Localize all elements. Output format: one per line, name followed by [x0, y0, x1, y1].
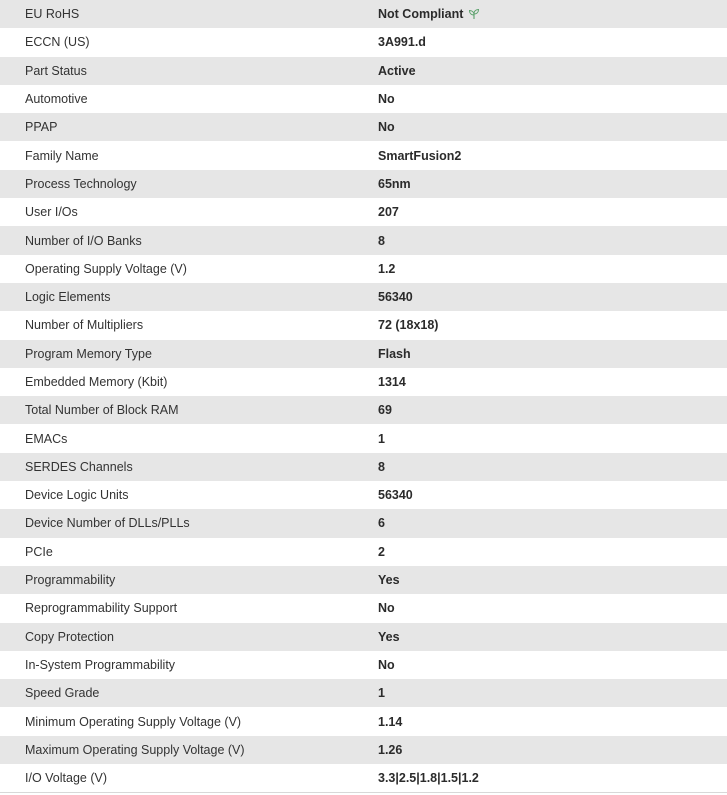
spec-value-cell [378, 198, 727, 226]
spec-value-cell [378, 57, 727, 85]
spec-label: Programmability [25, 573, 116, 588]
spec-label: User I/Os [25, 205, 78, 220]
spec-row [0, 340, 727, 368]
leaf-icon [468, 8, 480, 20]
spec-value-cell [378, 85, 727, 113]
spec-row [0, 679, 727, 707]
spec-value: 1314 [378, 375, 406, 389]
spec-value-cell [378, 113, 727, 141]
spec-value-cell [378, 764, 727, 792]
spec-value: 3.3|2.5|1.8|1.5|1.2 [378, 771, 479, 786]
spec-value: No [378, 120, 395, 135]
spec-value: No [378, 657, 395, 672]
spec-row [0, 623, 727, 651]
table-bottom-divider [0, 792, 727, 793]
spec-label: Operating Supply Voltage (V) [25, 261, 187, 276]
spec-row [0, 481, 727, 509]
spec-value-cell [378, 283, 727, 311]
spec-value: No [378, 92, 395, 107]
spec-row [0, 113, 727, 141]
spec-value-cell [378, 226, 727, 254]
spec-value-cell [378, 736, 727, 764]
spec-row [0, 538, 727, 566]
spec-value: Not Compliant [378, 7, 464, 22]
spec-value-cell [378, 509, 727, 537]
spec-label: Logic Elements [25, 290, 111, 305]
spec-value: SmartFusion2 [378, 148, 462, 163]
spec-row [0, 453, 727, 481]
spec-value: 72 (18x18) [378, 318, 439, 333]
spec-value-cell [378, 170, 727, 198]
spec-value: 1.2 [378, 261, 396, 276]
spec-label: Device Logic Units [25, 488, 129, 503]
spec-value-cell [378, 594, 727, 622]
spec-value: Yes [378, 573, 400, 588]
spec-label: EMACs [25, 431, 68, 446]
spec-row [0, 707, 727, 735]
spec-label: Copy Protection [25, 629, 114, 644]
spec-value-cell [378, 311, 727, 339]
spec-value: Flash [378, 346, 411, 361]
spec-value-cell [378, 707, 727, 735]
spec-value-cell [378, 255, 727, 283]
spec-row [0, 170, 727, 198]
spec-value-cell [378, 368, 727, 396]
spec-value-cell [378, 396, 727, 424]
spec-row [0, 226, 727, 254]
spec-value: 56340 [378, 290, 413, 305]
spec-label: Embedded Memory (Kbit) [25, 375, 168, 389]
spec-label: PPAP [25, 120, 58, 135]
spec-value: 1.26 [378, 742, 403, 757]
spec-value-cell [378, 141, 727, 169]
spec-row [0, 594, 727, 622]
spec-label: Device Number of DLLs/PLLs [25, 516, 190, 531]
spec-value-cell [378, 453, 727, 481]
spec-value: 6 [378, 516, 385, 531]
spec-row [0, 736, 727, 764]
spec-label: Program Memory Type [25, 346, 152, 361]
spec-value-cell [378, 566, 727, 594]
spec-label: Automotive [25, 92, 88, 107]
spec-value: 3A991.d [378, 35, 426, 50]
spec-label: PCIe [25, 544, 53, 559]
spec-row [0, 424, 727, 452]
spec-label: SERDES Channels [25, 459, 133, 474]
spec-row [0, 57, 727, 85]
spec-value-cell [378, 481, 727, 509]
spec-label: Total Number of Block RAM [25, 403, 179, 418]
spec-value: 1.14 [378, 714, 403, 729]
spec-row [0, 509, 727, 537]
spec-row [0, 141, 727, 169]
spec-row [0, 85, 727, 113]
spec-value-cell [378, 679, 727, 707]
spec-value-cell [378, 424, 727, 452]
spec-value-cell [378, 340, 727, 368]
spec-label: Process Technology [25, 176, 137, 191]
spec-row [0, 651, 727, 679]
spec-value-cell [378, 651, 727, 679]
spec-value: 8 [378, 233, 385, 248]
spec-value: 8 [378, 459, 385, 474]
spec-label: Number of Multipliers [25, 318, 144, 333]
spec-label: Reprogrammability Support [25, 601, 178, 616]
spec-value-cell [378, 623, 727, 651]
spec-row [0, 198, 727, 226]
spec-row [0, 311, 727, 339]
spec-label: ECCN (US) [25, 35, 90, 50]
spec-value: 1 [378, 431, 385, 446]
spec-row [0, 368, 727, 396]
spec-label: I/O Voltage (V) [25, 771, 107, 786]
spec-row [0, 283, 727, 311]
spec-value: 69 [378, 403, 392, 418]
spec-row [0, 764, 727, 792]
spec-value: 65nm [378, 176, 411, 191]
spec-value: 207 [378, 205, 399, 220]
spec-value: No [378, 601, 395, 616]
spec-value-cell [378, 538, 727, 566]
spec-value: 56340 [378, 488, 413, 503]
spec-row [0, 396, 727, 424]
spec-label: Speed Grade [25, 686, 100, 701]
spec-label: Number of I/O Banks [25, 233, 142, 248]
spec-label: Maximum Operating Supply Voltage (V) [25, 742, 245, 757]
spec-label: EU RoHS [25, 7, 80, 22]
spec-row [0, 255, 727, 283]
spec-row [0, 28, 727, 56]
spec-label: Part Status [25, 63, 87, 78]
spec-row [0, 0, 727, 28]
spec-label: Family Name [25, 148, 99, 163]
spec-label: In-System Programmability [25, 657, 176, 672]
spec-value-cell [378, 0, 727, 28]
spec-value: 2 [378, 544, 385, 559]
spec-row [0, 566, 727, 594]
spec-value: 1 [378, 686, 385, 701]
spec-value-cell [378, 28, 727, 56]
spec-value: Yes [378, 629, 400, 644]
spec-label: Minimum Operating Supply Voltage (V) [25, 714, 242, 729]
spec-value: Active [378, 63, 416, 78]
